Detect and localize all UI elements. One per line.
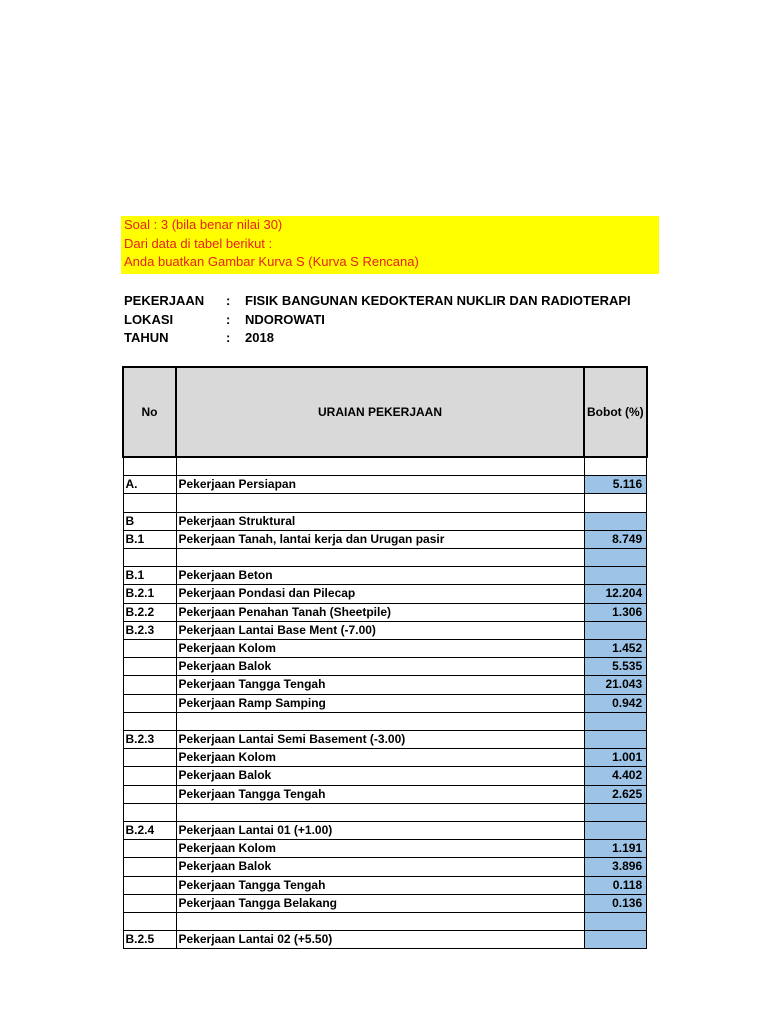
table-row xyxy=(123,767,647,785)
cell-uraian: Pekerjaan Beton xyxy=(176,567,584,585)
table-row xyxy=(123,913,647,931)
cell-bobot: 12.204 xyxy=(584,585,647,603)
table-header-row xyxy=(123,367,647,457)
cell-uraian xyxy=(176,803,584,821)
cell-uraian xyxy=(176,712,584,730)
cell-bobot xyxy=(584,821,647,839)
cell-bobot: 21.043 xyxy=(584,676,647,694)
cell-no xyxy=(123,876,176,894)
table-row xyxy=(123,821,647,839)
cell-no xyxy=(123,767,176,785)
cell-bobot: 4.402 xyxy=(584,767,647,785)
cell-uraian: Pekerjaan Kolom xyxy=(176,639,584,657)
cell-bobot: 0.118 xyxy=(584,876,647,894)
table-row xyxy=(123,840,647,858)
cell-uraian: Pekerjaan Struktural xyxy=(176,512,584,530)
cell-no xyxy=(123,694,176,712)
table-row xyxy=(123,803,647,821)
table-row xyxy=(123,694,647,712)
cell-no xyxy=(123,658,176,676)
cell-uraian xyxy=(176,494,584,512)
table-row xyxy=(123,876,647,894)
table-row xyxy=(123,894,647,912)
cell-bobot xyxy=(584,913,647,931)
cell-no: A. xyxy=(123,476,176,494)
cell-bobot xyxy=(584,494,647,512)
cell-no: B.1 xyxy=(123,530,176,548)
cell-uraian: Pekerjaan Tangga Belakang xyxy=(176,894,584,912)
cell-uraian xyxy=(176,548,584,566)
table-row xyxy=(123,676,647,694)
cell-no xyxy=(123,803,176,821)
cell-no xyxy=(123,494,176,512)
tahun-label: TAHUN xyxy=(124,330,169,345)
cell-bobot: 1.001 xyxy=(584,749,647,767)
cell-uraian: Pekerjaan Lantai 01 (+1.00) xyxy=(176,821,584,839)
cell-no: B.2.2 xyxy=(123,603,176,621)
pekerjaan-value: FISIK BANGUNAN KEDOKTERAN NUKLIR DAN RADIOTERAPI xyxy=(245,293,631,308)
table-row xyxy=(123,512,647,530)
table-row xyxy=(123,585,647,603)
cell-no: B.2.3 xyxy=(123,621,176,639)
table-row xyxy=(123,567,647,585)
cell-no xyxy=(123,749,176,767)
cell-uraian: Pekerjaan Tangga Tengah xyxy=(176,876,584,894)
question-box xyxy=(121,216,659,274)
cell-bobot xyxy=(584,567,647,585)
cell-uraian: Pekerjaan Penahan Tanah (Sheetpile) xyxy=(176,603,584,621)
work-items-table xyxy=(122,366,648,949)
cell-no xyxy=(123,639,176,657)
header-no: No xyxy=(123,367,176,457)
table-row xyxy=(123,621,647,639)
cell-uraian: Pekerjaan Kolom xyxy=(176,749,584,767)
cell-no: B.1 xyxy=(123,567,176,585)
cell-no: B.2.4 xyxy=(123,821,176,839)
cell-uraian: Pekerjaan Tangga Tengah xyxy=(176,785,584,803)
cell-uraian: Pekerjaan Pondasi dan Pilecap xyxy=(176,585,584,603)
cell-uraian: Pekerjaan Tangga Tengah xyxy=(176,676,584,694)
cell-bobot xyxy=(584,803,647,821)
table-row xyxy=(123,494,647,512)
cell-bobot: 1.306 xyxy=(584,603,647,621)
table-row xyxy=(123,931,647,949)
tahun-colon: : xyxy=(226,330,231,345)
cell-uraian: Pekerjaan Lantai Semi Basement (-3.00) xyxy=(176,730,584,748)
cell-uraian xyxy=(176,457,584,476)
cell-bobot: 2.625 xyxy=(584,785,647,803)
table-row xyxy=(123,749,647,767)
cell-bobot: 8.749 xyxy=(584,530,647,548)
question-line-1: Soal : 3 (bila benar nilai 30) xyxy=(124,217,283,232)
cell-no: B.2.5 xyxy=(123,931,176,949)
table-row xyxy=(123,785,647,803)
cell-bobot xyxy=(584,730,647,748)
cell-bobot xyxy=(584,512,647,530)
lokasi-label: LOKASI xyxy=(124,311,174,327)
table-row xyxy=(123,858,647,876)
lokasi-value: NDOROWATI xyxy=(245,311,325,327)
question-line-2: Dari data di tabel berikut : xyxy=(124,235,273,251)
cell-bobot xyxy=(584,548,647,566)
cell-bobot: 3.896 xyxy=(584,858,647,876)
cell-no xyxy=(123,548,176,566)
cell-bobot xyxy=(584,712,647,730)
cell-uraian: Pekerjaan Lantai Base Ment (-7.00) xyxy=(176,621,584,639)
cell-uraian: Pekerjaan Lantai 02 (+5.50) xyxy=(176,931,584,949)
cell-uraian: Pekerjaan Kolom xyxy=(176,840,584,858)
cell-uraian: Pekerjaan Balok xyxy=(176,858,584,876)
cell-uraian: Pekerjaan Balok xyxy=(176,658,584,676)
cell-no xyxy=(123,858,176,876)
cell-bobot: 1.452 xyxy=(584,639,647,657)
table-body xyxy=(123,457,647,949)
cell-bobot xyxy=(584,457,647,476)
table-row xyxy=(123,457,647,476)
cell-bobot: 1.191 xyxy=(584,840,647,858)
cell-no xyxy=(123,894,176,912)
header-bobot: Bobot (%) xyxy=(584,367,647,457)
cell-no xyxy=(123,457,176,476)
cell-uraian: Pekerjaan Tanah, lantai kerja dan Urugan pasir xyxy=(176,530,584,548)
cell-no xyxy=(123,712,176,730)
tahun-value: 2018 xyxy=(245,330,274,345)
cell-no: B.2.1 xyxy=(123,585,176,603)
cell-bobot xyxy=(584,931,647,949)
question-line-3: Anda buatkan Gambar Kurva S (Kurva S Rencana) xyxy=(124,254,419,269)
table-row xyxy=(123,639,647,657)
cell-bobot: 0.942 xyxy=(584,694,647,712)
cell-bobot: 5.535 xyxy=(584,658,647,676)
cell-no xyxy=(123,785,176,803)
cell-bobot xyxy=(584,621,647,639)
pekerjaan-colon: : xyxy=(226,293,231,308)
cell-no xyxy=(123,840,176,858)
lokasi-colon: : xyxy=(226,311,231,327)
table-row xyxy=(123,548,647,566)
table-row xyxy=(123,730,647,748)
cell-uraian: Pekerjaan Balok xyxy=(176,767,584,785)
cell-no: B.2.3 xyxy=(123,730,176,748)
table-row xyxy=(123,476,647,494)
cell-uraian xyxy=(176,913,584,931)
cell-bobot: 5.116 xyxy=(584,476,647,494)
table-row xyxy=(123,603,647,621)
header-uraian: URAIAN PEKERJAAN xyxy=(176,367,584,457)
cell-bobot: 0.136 xyxy=(584,894,647,912)
cell-uraian: Pekerjaan Persiapan xyxy=(176,476,584,494)
table-row xyxy=(123,530,647,548)
cell-no xyxy=(123,913,176,931)
cell-uraian: Pekerjaan Ramp Samping xyxy=(176,694,584,712)
table-row xyxy=(123,658,647,676)
pekerjaan-label: PEKERJAAN xyxy=(124,293,205,308)
cell-no: B xyxy=(123,512,176,530)
table-row xyxy=(123,712,647,730)
cell-no xyxy=(123,676,176,694)
